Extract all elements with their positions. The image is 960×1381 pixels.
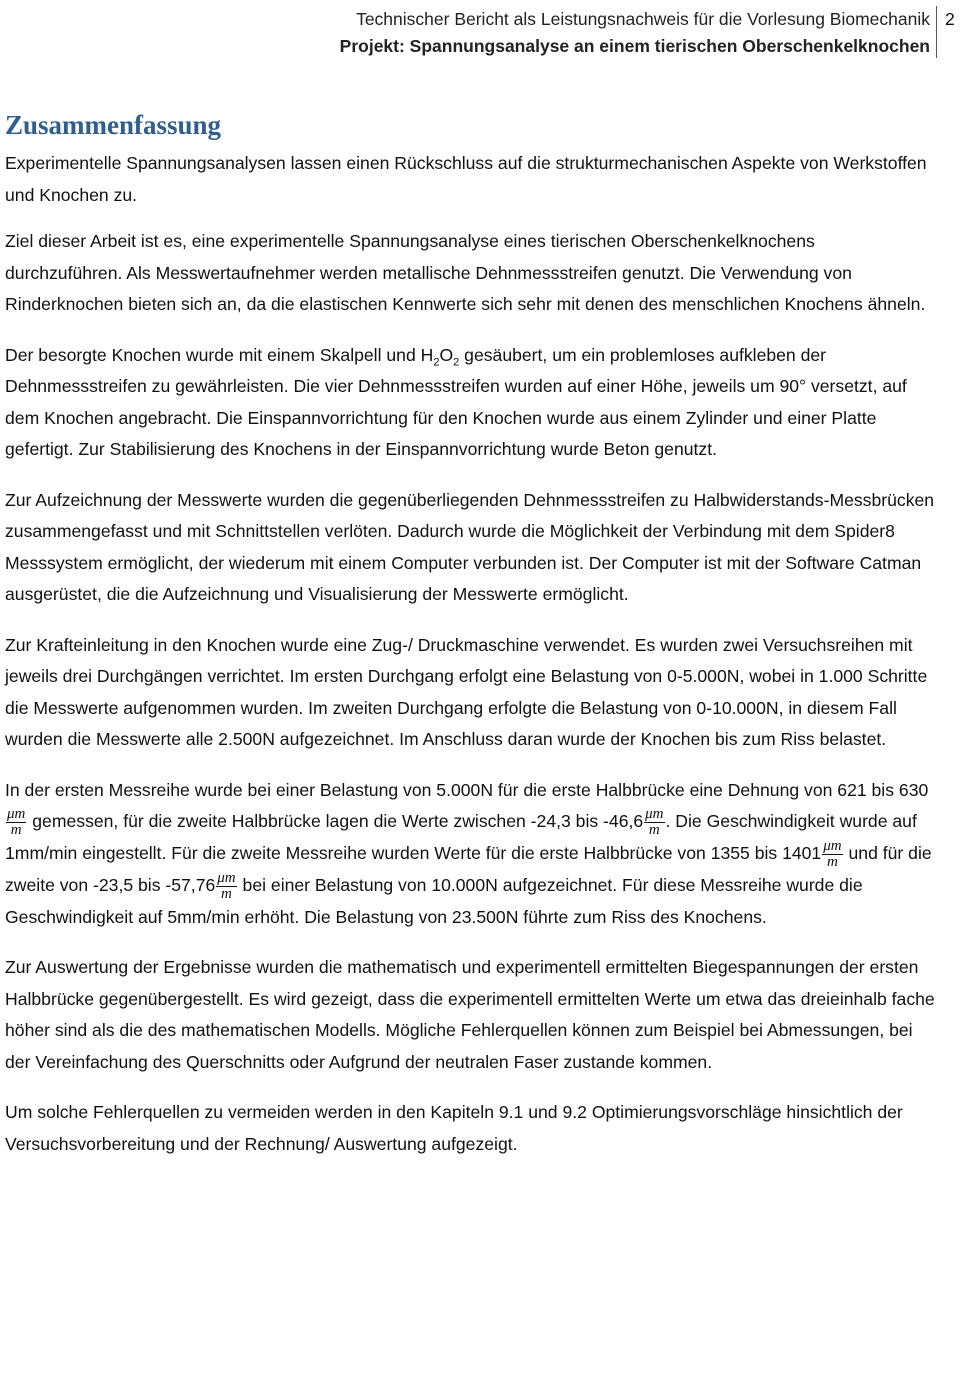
p6-text-b: gemessen, für die zweite Halbbrücke lagen die Werte zwischen -24,3 bis -46,6	[27, 811, 644, 831]
paragraph-5: Zur Krafteinleitung in den Knochen wurde eine Zug-/ Druckmaschine verwendet. Es wurden zwei Versuchsreihen mit jeweils drei Durchgängen verrichtet. Im ersten Durchgang erfolgt eine Belastung von 0-5.000N, wobei in 1.000 Schritte die Messwerte aufgenommen wurden. Im zweiten Durchgang erfolgte die Belastung von 0-10.000N, in diesem Fall wurden die Messwerte alle 2.500N aufgezeichnet. Im Anschluss daran wurde der Knochen bis zum Riss belastet.	[5, 634, 928, 749]
page-number: 2	[936, 6, 960, 58]
header-course-line: Technischer Bericht als Leistungsnachweis für die Vorlesung Biomechanik	[356, 9, 930, 29]
header-project-line: Projekt: Spannungsanalyse an einem tierischen Oberschenkelknochen	[339, 36, 930, 56]
p3-text-c: gesäubert, um ein problemloses aufkleben der Dehnmessstreifen zu gewährleisten. Die vier Dehnmessstreifen wurden auf einer Höhe, jeweils um 90° versetzt, auf dem Knochen angebracht. Die Einspannvorrichtung für den Knochen wurde aus einem Zylinder und einer Platte gefertigt. Zur Stabilisierung des Knochens in der Einspannvorrichtung wurde Beton genutzt.	[5, 344, 907, 459]
unit-numerator: μm	[823, 837, 842, 854]
unit-fraction-4	[216, 871, 236, 902]
p3-subscript-2: 2	[453, 356, 460, 369]
unit-fraction-1	[6, 807, 26, 838]
unit-numerator: μm	[217, 869, 236, 886]
p6-text-a: In der ersten Messreihe wurde bei einer Belastung von 5.000N für die erste Halbbrücke eine Dehnung von 621 bis 630	[5, 779, 929, 800]
summary-body	[5, 148, 935, 1179]
p3-text-a: Der besorgte Knochen wurde mit einem Skalpell und H	[5, 344, 434, 365]
paragraph-6	[5, 775, 935, 934]
p6-text-d: und für die zweite von -23,5 bis -57,76	[5, 842, 932, 895]
paragraph-3	[5, 340, 935, 466]
unit-fraction-2	[644, 807, 664, 838]
paragraph-2: Ziel dieser Arbeit ist es, eine experimentelle Spannungsanalyse eines tierischen Oberschenkelknochens durchzuführen. Als Messwertaufnehmer werden metallische Dehnmessstreifen genutzt. Die Verwendung von Rinderknochen bieten sich an, da die elastischen Kennwerte sich sehr mit denen des menschlichen Knochens ähneln.	[5, 231, 926, 314]
section-heading: Zusammenfassung	[5, 110, 222, 140]
paragraph-1: Experimentelle Spannungsanalysen lassen einen Rückschluss auf die strukturmechanischen Aspekte von Werkstoffen und Knochen zu.	[5, 153, 927, 205]
p3-text-b: O	[439, 344, 454, 365]
running-header	[340, 6, 930, 60]
unit-denominator: m	[10, 821, 22, 838]
unit-denominator: m	[827, 853, 838, 870]
unit-numerator: μm	[7, 805, 26, 822]
p3-subscript-1: 2	[433, 356, 440, 369]
unit-denominator: m	[221, 885, 232, 902]
unit-fraction-3	[822, 839, 842, 870]
paragraph-4: Zur Aufzeichnung der Messwerte wurden die gegenüberliegenden Dehnmessstreifen zu Halbwiderstands-Messbrücken zusammengefasst und mit Schnittstellen verlöten. Dadurch wurde die Möglichkeit der Verbindung mit dem Spider8 Messsystem ermöglicht, der wiederum mit einem Computer verbunden ist. Der Computer ist mit der Software Catman ausgerüstet, die die Aufzeichnung und Visualisierung der Messwerte ermöglicht.	[5, 489, 935, 604]
unit-numerator: μm	[645, 805, 664, 822]
paragraph-8: Um solche Fehlerquellen zu vermeiden werden in den Kapiteln 9.1 und 9.2 Optimierungsvorschläge hinsichtlich der Versuchsvorbereitung und der Rechnung/ Auswertung aufgezeigt.	[5, 1102, 903, 1154]
p6-text-c: . Die Geschwindigkeit wurde auf 1mm/min eingestellt. Für die zweite Messreihe wurden Werte für die erste Halbbrücke von 1355 bis 1401	[5, 811, 917, 863]
unit-denominator: m	[648, 821, 660, 838]
paragraph-7: Zur Auswertung der Ergebnisse wurden die mathematisch und experimentell ermittelten Biegespannungen der ersten Halbbrücke gegenübergestellt. Es wird gezeigt, dass die experimentell ermittelten Werte um etwa das dreieinhalb fache höher sind als die des mathematischen Modells. Mögliche Fehlerquellen können zum Beispiel bei Abmessungen, bei der Vereinfachung des Querschnitts oder Aufgrund der neutralen Faser zustande kommen.	[5, 957, 935, 1072]
p6-text-e: bei einer Belastung von 10.000N aufgezeichnet. Für diese Messreihe wurde die Geschwindigkeit auf 5mm/min erhöht. Die Belastung von 23.500N führte zum Riss des Knochens.	[5, 874, 863, 927]
